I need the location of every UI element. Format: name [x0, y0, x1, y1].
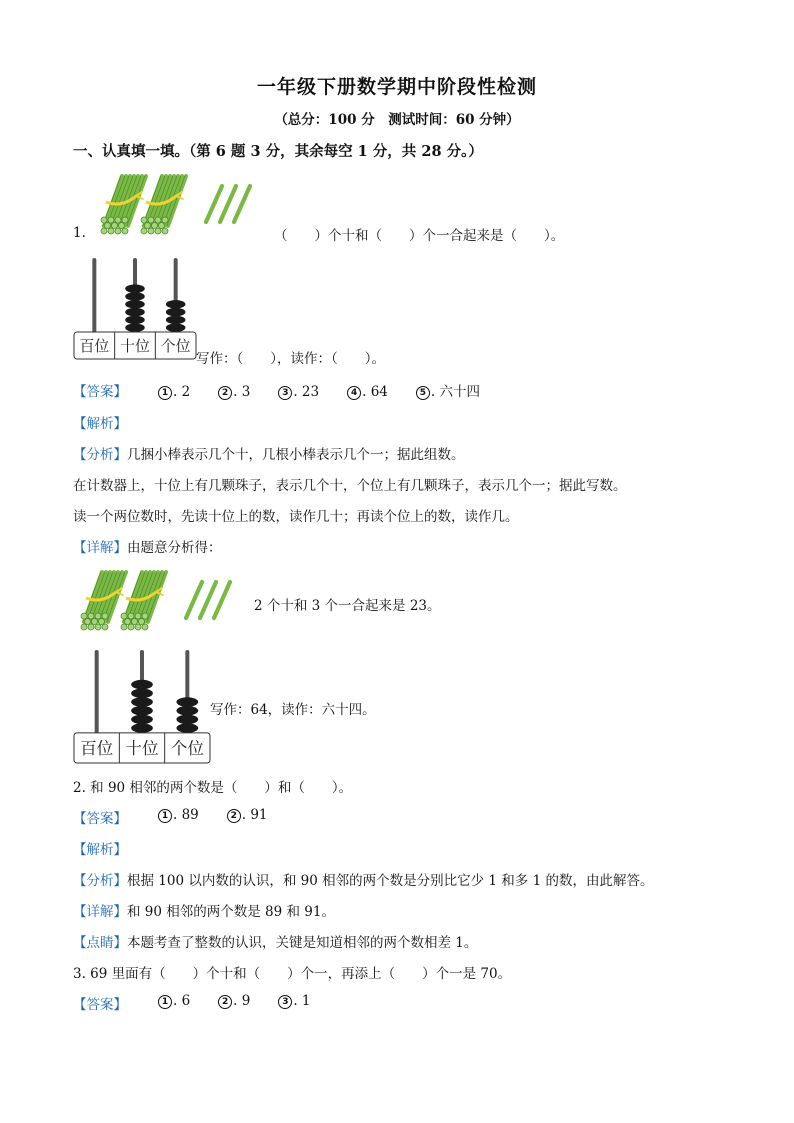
abacus-bead [166, 308, 186, 317]
abacus-bead [176, 697, 198, 707]
answer-item: 2 . 9 [218, 993, 250, 1009]
abacus-bead [131, 697, 153, 707]
q2-line: 2. 和 90 相邻的两个数是（ ）和（ ）。 [73, 780, 353, 796]
abacus-place-label: 百位 [80, 738, 114, 758]
abacus-bead [125, 308, 145, 317]
answer-item: 2 . 3 [218, 384, 250, 400]
single-stick [186, 582, 202, 618]
circled-number: 1 [158, 995, 172, 1009]
abacus-bead [131, 715, 153, 725]
section-heading: 一、认真填一填。（第 6 题 3 分，其余每空 1 分，共 28 分。） [73, 143, 483, 160]
q1-answers [158, 380, 508, 400]
circled-number: 1 [158, 809, 172, 823]
q1-fenxi-2: 在计数器上，十位上有几颗珠子，表示几个十，个位上有几颗珠子，表示几个一；据此写数。 [73, 478, 627, 494]
answer-tag: 【答案】 [73, 997, 127, 1013]
abacus-place-label: 十位 [125, 738, 159, 758]
abacus-place-label: 十位 [120, 336, 150, 355]
single-stick [234, 186, 250, 222]
abacus-bead [176, 723, 198, 733]
stick-bundle [101, 176, 146, 234]
abacus-bead [125, 284, 145, 293]
abacus-image [73, 256, 197, 360]
circled-number: 3 [278, 386, 292, 400]
q1-line2: 写作：（ ），读作：（ ）。 [196, 351, 385, 367]
q3-line: 3. 69 里面有（ ）个十和（ ）个一，再添上（ ）个一是 70。 [73, 966, 512, 982]
answer-tag: 【答案】 [73, 384, 127, 400]
circled-number: 3 [278, 995, 292, 1009]
stick-bundle [81, 572, 126, 630]
abacus-bead [176, 706, 198, 716]
single-stick [214, 582, 230, 618]
xiangjie-tag: 【详解】 [73, 540, 127, 556]
answer-item: 1 . 2 [158, 384, 190, 400]
answer-item: 1 . 89 [158, 807, 199, 823]
q2-fenxi: 【分析】根据 100 以内数的认识，和 90 相邻的两个数是分别比它少 1 和多 1 的数，由此解答。 [73, 873, 654, 889]
answer-tag: 【答案】 [73, 811, 127, 827]
q2-dianjing: 【点睛】本题考查了整数的认识，关键是知道相邻的两个数相差 1。 [73, 935, 478, 951]
q2-xiangjie: 【详解】和 90 相邻的两个数是 89 和 91。 [73, 904, 335, 920]
answer-item: 2 . 91 [227, 807, 268, 823]
abacus-bead [125, 316, 145, 325]
abacus-bead [125, 292, 145, 301]
circled-number: 2 [218, 386, 232, 400]
circled-number: 4 [347, 386, 361, 400]
answer-item: 3 . 1 [278, 993, 310, 1009]
circled-number: 2 [227, 809, 241, 823]
q1-xiangjie: 【详解】由题意分析得： [73, 540, 222, 556]
fenxi-tag: 【分析】 [73, 447, 127, 463]
abacus-bead [176, 715, 198, 725]
circled-number: 2 [218, 995, 232, 1009]
answer-item: 5 . 六十四 [416, 380, 480, 400]
detail-abacus-text: 写作：64，读作：六十四。 [210, 702, 376, 718]
abacus-place-label: 百位 [79, 336, 110, 355]
answer-item: 4 . 64 [347, 384, 388, 400]
answer-item: 1 . 6 [158, 993, 190, 1009]
jiexi-tag: 【解析】 [73, 416, 127, 432]
abacus-place-label: 个位 [170, 738, 204, 758]
jiexi-tag: 【解析】 [73, 842, 127, 858]
q1-fenxi-3: 读一个两位数时，先读十位上的数，读作几十；再读个位上的数，读作几。 [73, 509, 519, 525]
fenxi-tag: 【分析】 [73, 873, 127, 889]
single-stick [206, 186, 222, 222]
stick-bundles-detail-image [78, 568, 258, 636]
abacus-bead [166, 300, 186, 309]
abacus-bead [166, 316, 186, 325]
page-subtitle: （总分：100 分 测试时间：60 分钟） [274, 112, 520, 128]
single-stick [220, 186, 236, 222]
abacus-detail-image [73, 648, 211, 764]
q1-line1: （ ）个十和（ ）个一合起来是（ ）。 [274, 228, 565, 244]
single-stick [200, 582, 216, 618]
abacus-place-label: 个位 [160, 336, 191, 355]
xiangjie-tag: 【详解】 [73, 904, 127, 920]
q2-answers [158, 807, 296, 823]
dianjing-tag: 【点睛】 [73, 935, 127, 951]
abacus-bead [125, 300, 145, 309]
abacus-bead [131, 680, 153, 690]
circled-number: 5 [416, 386, 430, 400]
abacus-bead [131, 706, 153, 716]
q1-fenxi-1: 【分析】几捆小棒表示几个十，几根小棒表示几个一；据此组数。 [73, 447, 465, 463]
circled-number: 1 [158, 386, 172, 400]
abacus-bead [125, 323, 145, 332]
abacus-bead [131, 689, 153, 699]
stick-bundles-image [98, 172, 278, 242]
detail-bundle-text: 2 个十和 3 个一合起来是 23。 [254, 598, 441, 614]
q1-number: 1. [73, 225, 86, 241]
stick-bundle [141, 176, 186, 234]
abacus-bead [131, 723, 153, 733]
q3-answers [158, 993, 339, 1009]
page-title: 一年级下册数学期中阶段性检测 [256, 76, 537, 98]
stick-bundle [121, 572, 166, 630]
answer-item: 3 . 23 [278, 384, 319, 400]
abacus-bead [166, 323, 186, 332]
